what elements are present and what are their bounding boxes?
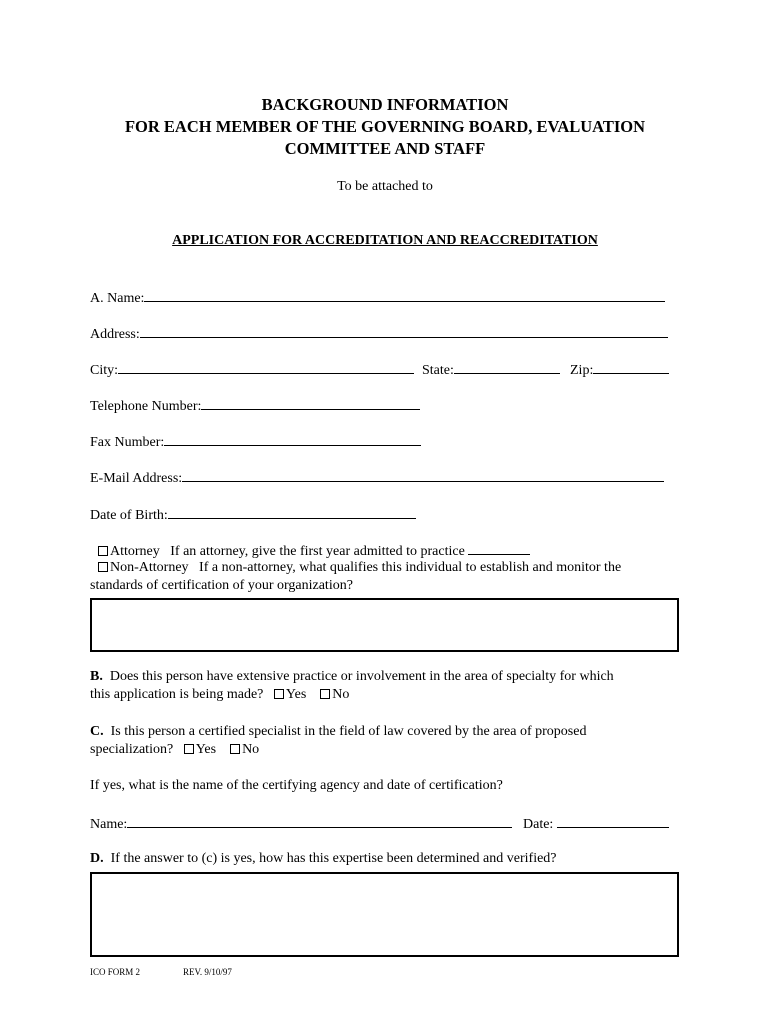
attorney-checkbox[interactable] <box>98 546 108 556</box>
section-b-no-label: No <box>332 687 350 702</box>
state-label: State: <box>422 363 454 378</box>
fax-label: Fax Number: <box>90 435 165 450</box>
state-field[interactable] <box>454 360 560 374</box>
zip-label: Zip: <box>570 363 594 378</box>
name-field[interactable] <box>144 288 665 302</box>
section-b-letter: B. <box>90 669 103 684</box>
non-attorney-row <box>98 559 621 577</box>
fax-row <box>90 432 421 452</box>
section-c-yes-checkbox[interactable] <box>184 744 194 754</box>
zip-row <box>570 360 669 380</box>
form-title-line1: BACKGROUND INFORMATION <box>261 95 509 114</box>
name-row <box>90 288 665 308</box>
section-c-yes-label: Yes <box>195 742 217 757</box>
fax-field[interactable] <box>164 432 421 446</box>
telephone-row <box>90 396 420 416</box>
address-label: Address: <box>90 327 140 342</box>
certifying-name-row <box>90 814 512 834</box>
section-b-question: Does this person have extensive practice or involvement in the area of specialty for which <box>109 669 614 684</box>
certifying-name-field[interactable] <box>127 814 512 828</box>
section-b-yes-checkbox[interactable] <box>274 689 284 699</box>
form-id: ICO FORM 2 <box>90 967 141 977</box>
address-row <box>90 324 668 344</box>
section-b-line1 <box>90 668 614 686</box>
non-attorney-question: If a non-attorney, what qualifies this individual to establish and monitor the <box>199 560 622 575</box>
non-attorney-checkbox[interactable] <box>98 562 108 572</box>
application-heading: APPLICATION FOR ACCREDITATION AND REACCREDITATION <box>172 233 598 248</box>
section-c-no-label: No <box>242 742 260 757</box>
admitted-year-field[interactable] <box>468 541 530 555</box>
city-field[interactable] <box>118 360 414 374</box>
email-row <box>90 468 664 488</box>
dob-label: Date of Birth: <box>90 508 168 523</box>
zip-field[interactable] <box>593 360 669 374</box>
section-c-letter: C. <box>90 724 104 739</box>
form-title-line2: FOR EACH MEMBER OF THE GOVERNING BOARD, EVALUATION <box>124 117 646 136</box>
section-c-line1 <box>90 723 586 741</box>
certification-date-label: Date: <box>523 817 554 832</box>
section-b-yes-label: Yes <box>285 687 307 702</box>
certifying-name-label: Name: <box>90 817 128 832</box>
section-a-letter: A <box>90 291 101 306</box>
city-label: City: <box>90 363 119 378</box>
form-revision: REV. 9/10/97 <box>183 967 232 977</box>
attached-note: To be attached to <box>337 179 433 194</box>
section-d-question: If the answer to (c) is yes, how has this expertise been determined and verified? <box>110 851 557 866</box>
certification-followup: If yes, what is the name of the certifying agency and date of certification? <box>90 778 503 793</box>
dob-field[interactable] <box>168 505 416 519</box>
address-field[interactable] <box>140 324 668 338</box>
section-d-letter: D. <box>90 851 104 866</box>
city-row <box>90 360 414 380</box>
section-c-line2 <box>90 741 259 759</box>
certification-date-row <box>523 814 669 834</box>
section-b-question-continued: this application is being made? <box>90 687 264 702</box>
section-c-question: Is this person a certified specialist in the field of law covered by the area of proposed <box>110 724 587 739</box>
section-c-no-checkbox[interactable] <box>230 744 240 754</box>
state-row <box>422 360 560 380</box>
name-label: . Name: <box>100 291 145 306</box>
attorney-row <box>98 541 530 561</box>
email-field[interactable] <box>182 468 664 482</box>
qualifications-textbox[interactable] <box>90 598 679 652</box>
attorney-label: Attorney <box>110 544 160 559</box>
telephone-label: Telephone Number: <box>90 399 202 414</box>
dob-row <box>90 505 416 525</box>
section-b-no-checkbox[interactable] <box>320 689 330 699</box>
non-attorney-label: Non-Attorney <box>110 560 189 575</box>
non-attorney-question-continued: standards of certification of your organization? <box>90 578 353 593</box>
section-c-question-continued: specialization? <box>90 742 174 757</box>
form-title-line3: COMMITTEE AND STAFF <box>284 139 486 158</box>
verification-textbox[interactable] <box>90 872 679 957</box>
certification-date-field[interactable] <box>557 814 669 828</box>
email-label: E-Mail Address: <box>90 471 183 486</box>
section-b-line2 <box>90 686 349 704</box>
telephone-field[interactable] <box>201 396 420 410</box>
section-d-line <box>90 850 557 868</box>
attorney-question: If an attorney, give the first year admitted to practice <box>170 544 465 559</box>
